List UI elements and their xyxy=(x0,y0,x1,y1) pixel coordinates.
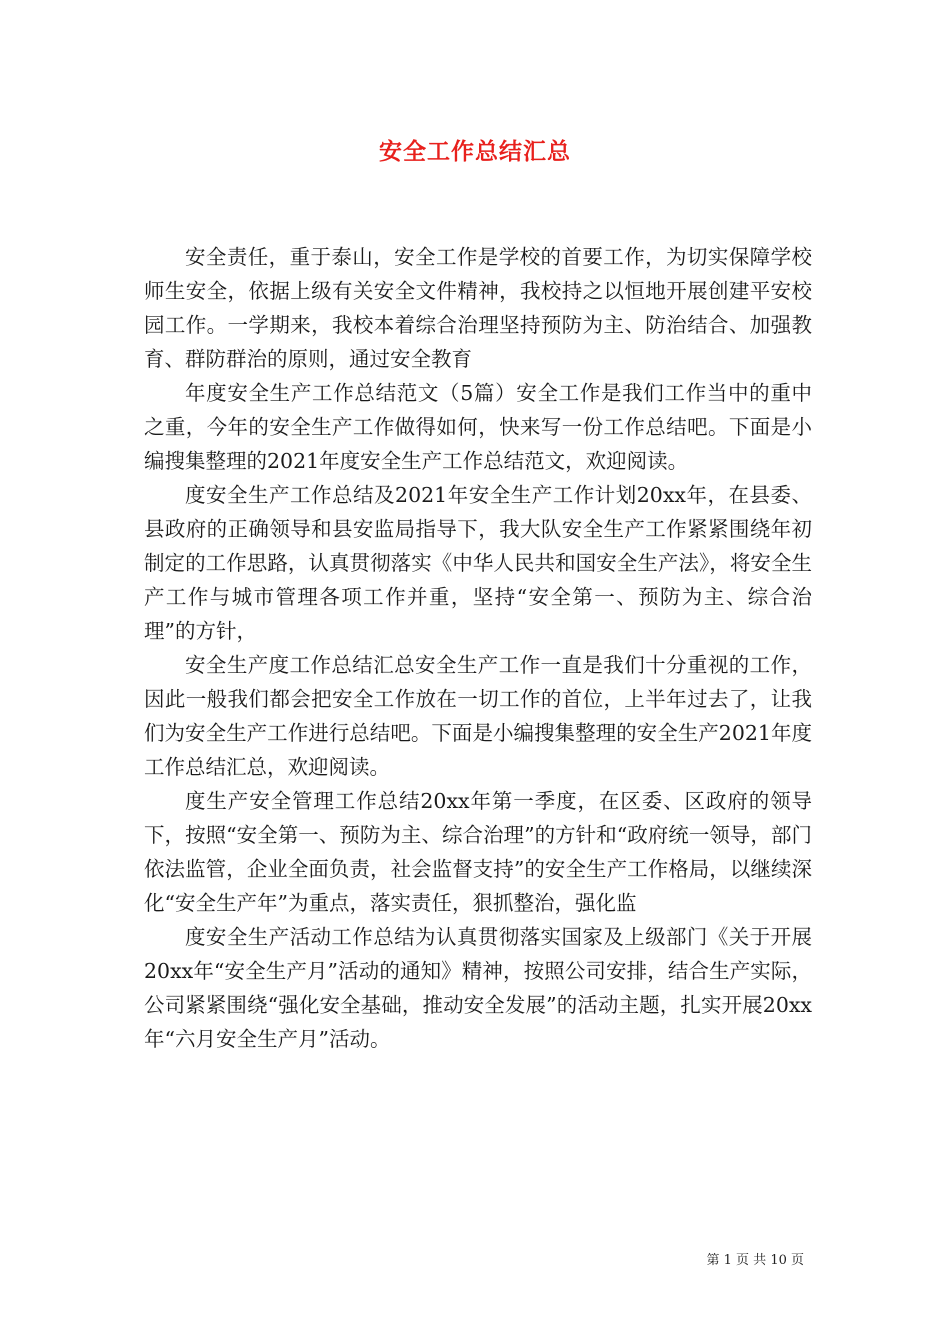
page-number-footer: 第 1 页 共 10 页 xyxy=(706,1253,804,1268)
document-title: 安全工作总结汇总 xyxy=(379,139,571,165)
paragraph-1: 安全责任，重于泰山，安全工作是学校的首要工作，为切实保障学校师生安全，依据上级有关安全文件精神，我校持之以恒地开展创建平安校园工作。一学期来，我校本着综合治理坚持预防为主、防治结合、加强教育、群防群治的原则，通过安全教育 xyxy=(144,245,812,371)
paragraph-4: 安全生产度工作总结汇总安全生产工作一直是我们十分重视的工作，因此一般我们都会把安全工作放在一切工作的首位，上半年过去了，让我们为安全生产工作进行总结吧。下面是小编搜集整理的安全生产2021年度工作总结汇总，欢迎阅读。 xyxy=(144,653,812,779)
document-body xyxy=(144,240,812,1056)
paragraph-5: 度生产安全管理工作总结20xx年第一季度，在区委、区政府的领导下，按照“安全第一、预防为主、综合治理”的方针和“政府统一领导，部门依法监管，企业全面负责，社会监督支持”的安全生产工作格局，以继续深化“安全生产年”为重点，落实责任，狠抓整治，强化监 xyxy=(144,789,812,915)
paragraph-6: 度安全生产活动工作总结为认真贯彻落实国家及上级部门《关于开展20xx年“安全生产月”活动的通知》精神，按照公司安排，结合生产实际，公司紧紧围绕“强化安全基础，推动安全发展”的活动主题，扎实开展20xx年“六月安全生产月”活动。 xyxy=(144,925,812,1051)
paragraph-3: 度安全生产工作总结及2021年安全生产工作计划20xx年，在县委、县政府的正确领导和县安监局指导下，我大队安全生产工作紧紧围绕年初制定的工作思路，认真贯彻落实《中华人民共和国安全生产法》，将安全生产工作与城市管理各项工作并重，坚持“安全第一、预防为主、综合治理”的方针， xyxy=(144,483,812,643)
paragraph-2: 年度安全生产工作总结范文（5篇）安全工作是我们工作当中的重中之重，今年的安全生产工作做得如何，快来写一份工作总结吧。下面是小编搜集整理的2021年度安全生产工作总结范文，欢迎阅读。 xyxy=(144,381,812,473)
